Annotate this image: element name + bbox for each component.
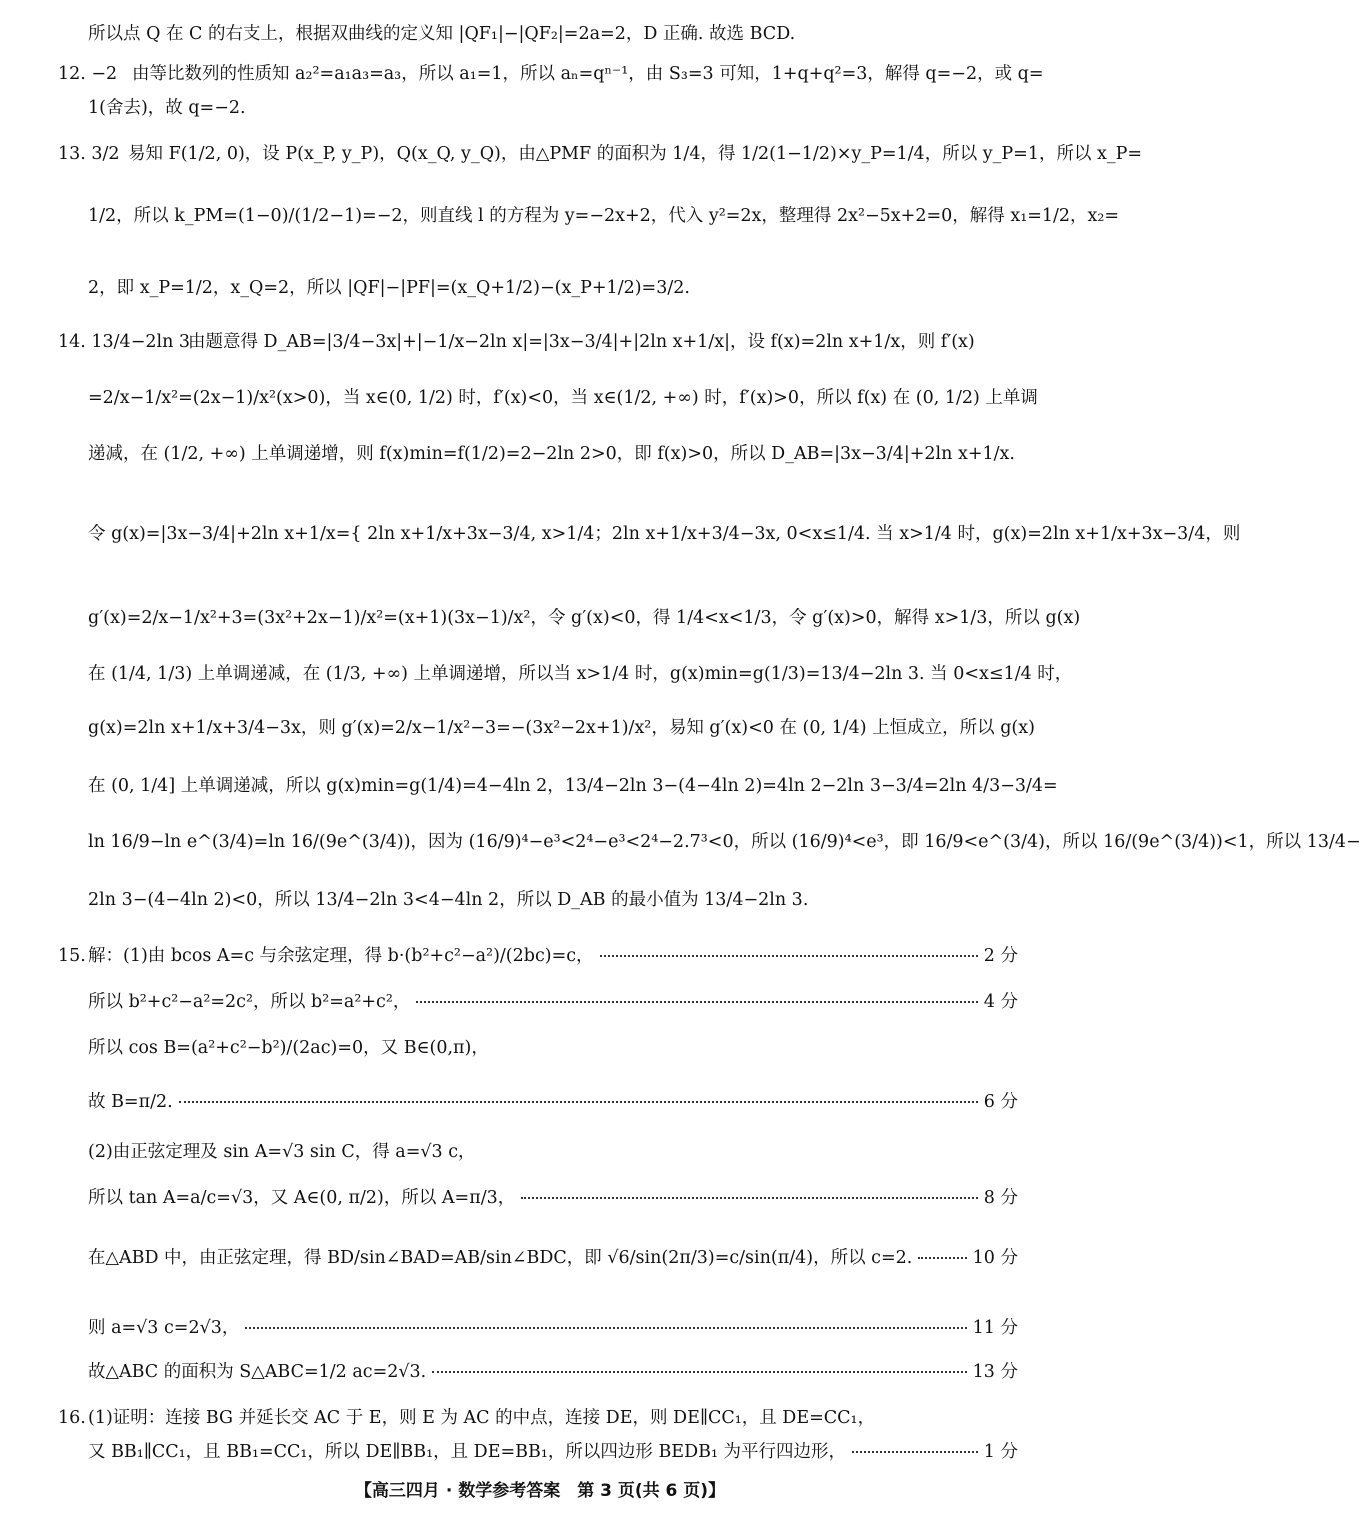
q16-line-2-score: 1 分 (983, 1442, 1018, 1462)
q15-line-8-text: 则 a=√3 c=2√3， (88, 1318, 240, 1338)
q14-line-4: 令 g(x)=|3x−3/4|+2ln x+1/x={ 2ln x+1/x+3x−3/4, x>1/4；2ln x+1/x+3/4−3x, 0<x≤1/4. 当 x>1/4 时，g(x)=2ln x+1/x+3x−3/4，则 (88, 524, 1241, 544)
q14-line-5: g′(x)=2/x−1/x²+3=(3x²+2x−1)/x²=(x+1)(3x−1)/x²，令 g′(x)<0，得 1/4<x<1/3，令 g′(x)>0，解得 x>1/3，所以 g(x) (88, 608, 1081, 628)
q15-line-8-score: 11 分 (972, 1318, 1018, 1338)
q15-line-4-text: 故 B=π/2. (88, 1092, 173, 1112)
q15-line-4-score: 6 分 (983, 1092, 1018, 1112)
q15-line-8 (88, 1316, 1018, 1340)
q15-line-2 (88, 990, 1018, 1014)
q15-line-6-score: 8 分 (983, 1188, 1018, 1208)
q15-line-2-score: 4 分 (983, 992, 1018, 1012)
q15-line-6-text: 所以 tan A=a/c=√3，又 A∈(0, π/2)，所以 A=π/3， (88, 1188, 516, 1208)
q12-line-1: 由等比数列的性质知 a₂²=a₁a₃=a₃，所以 a₁=1，所以 aₙ=qⁿ⁻¹，由 S₃=3 可知，1+q+q²=3，解得 q=−2，或 q= (132, 64, 1044, 84)
q14-line-1: 由题意得 D_AB=|3/4−3x|+|−1/x−2ln x|=|3x−3/4|+|2ln x+1/x|，设 f(x)=2ln x+1/x，则 f′(x) (188, 332, 975, 352)
q15-line-7-score: 10 分 (972, 1248, 1018, 1268)
leader-dots (416, 1001, 977, 1003)
q15-line-2-text: 所以 b²+c²−a²=2c²，所以 b²=a²+c²， (88, 992, 411, 1012)
q15-line-1-text: 解：(1)由 bcos A=c 与余弦定理，得 b·(b²+c²−a²)/(2bc)=c， (88, 946, 594, 966)
q15-line-4 (88, 1090, 1018, 1114)
q15-line-7-text: 在△ABD 中，由正弦定理，得 BD/sin∠BAD=AB/sin∠BDC，即 √6/sin(2π/3)=c/sin(π/4)，所以 c=2. (88, 1248, 913, 1268)
q14-line-3: 递减，在 (1/2, +∞) 上单调递增，则 f(x)min=f(1/2)=2−2ln 2>0，即 f(x)>0，所以 D_AB=|3x−3/4|+2ln x+1/x. (88, 444, 1015, 464)
leader-dots (179, 1101, 978, 1103)
q15-line-9-text: 故△ABC 的面积为 S△ABC=1/2 ac=2√3. (88, 1362, 427, 1382)
q14-line-7: g(x)=2ln x+1/x+3/4−3x，则 g′(x)=2/x−1/x²−3=−(3x²−2x+1)/x²，易知 g′(x)<0 在 (0, 1/4) 上恒成立，所以 g(x) (88, 718, 1035, 738)
q14-line-2: =2/x−1/x²=(2x−1)/x²(x>0)，当 x∈(0, 1/2) 时，f′(x)<0，当 x∈(1/2, +∞) 时，f′(x)>0，所以 f(x) 在 (0, 1/2) 上单调 (88, 388, 1038, 408)
q14-line-6: 在 (1/4, 1/3) 上单调递减，在 (1/3, +∞) 上单调递增，所以当 x>1/4 时，g(x)min=g(1/3)=13/4−2ln 3. 当 0<x≤1/4 时， (88, 664, 1073, 684)
q16-line-2 (88, 1440, 1018, 1464)
q15-line-9-score: 13 分 (972, 1362, 1018, 1382)
leader-dots (852, 1451, 978, 1453)
q16-number: 16. (58, 1408, 86, 1428)
leader-dots (918, 1257, 966, 1259)
q15-line-1-score: 2 分 (983, 946, 1018, 966)
leader-dots (245, 1327, 966, 1329)
q13-line-3: 2，即 x_P=1/2，x_Q=2，所以 |QF|−|PF|=(x_Q+1/2)−(x_P+1/2)=3/2. (88, 278, 690, 298)
q15-line-9 (88, 1360, 1018, 1384)
q12-line-2: 1(舍去)，故 q=−2. (88, 98, 246, 118)
leader-dots (521, 1197, 978, 1199)
top-line: 所以点 Q 在 C 的右支上，根据双曲线的定义知 |QF₁|−|QF₂|=2a=2，D 正确. 故选 BCD. (88, 24, 796, 44)
q13-line-2: 1/2，所以 k_PM=(1−0)/(1/2−1)=−2，则直线 l 的方程为 y=−2x+2，代入 y²=2x，整理得 2x²−5x+2=0，解得 x₁=1/2，x₂= (88, 206, 1120, 226)
q14-line-10: 2ln 3−(4−4ln 2)<0，所以 13/4−2ln 3<4−4ln 2，所以 D_AB 的最小值为 13/4−2ln 3. (88, 890, 809, 910)
q14-line-9: ln 16/9−ln e^(3/4)=ln 16/(9e^(3/4))，因为 (16/9)⁴−e³<2⁴−e³<2⁴−2.7³<0，所以 (16/9)⁴<e³，即 16/9<e^(3/4)，所以 16/(9e^(3/4))<1，所以 13/4− (88, 832, 1361, 852)
q16-line-2-text: 又 BB₁∥CC₁，且 BB₁=CC₁，所以 DE∥BB₁，且 DE=BB₁，所以四边形 BEDB₁ 为平行四边形， (88, 1442, 847, 1462)
q14-number: 14. 13/4−2ln 3 (58, 332, 191, 352)
q13-number: 13. 3/2 (58, 144, 120, 164)
q14-line-8: 在 (0, 1/4] 上单调递减，所以 g(x)min=g(1/4)=4−4ln 2，13/4−2ln 3−(4−4ln 2)=4ln 2−2ln 3−3/4=2ln 4/3−3/4= (88, 776, 1058, 796)
q15-line-5: (2)由正弦定理及 sin A=√3 sin C，得 a=√3 c， (88, 1142, 476, 1162)
leader-dots (600, 955, 978, 957)
q16-line-1: (1)证明：连接 BG 并延长交 AC 于 E，则 E 为 AC 的中点，连接 DE，则 DE∥CC₁，且 DE=CC₁， (88, 1408, 876, 1428)
q12-number: 12. −2 (58, 64, 118, 84)
q15-line-7 (88, 1246, 1018, 1270)
q15-line-1 (88, 944, 1018, 968)
q13-line-1: 易知 F(1/2, 0)，设 P(x_P, y_P)，Q(x_Q, y_Q)，由△PMF 的面积为 1/4，得 1/2(1−1/2)×y_P=1/4，所以 y_P=1，所以 x_P= (128, 144, 1143, 164)
q15-line-6 (88, 1186, 1018, 1210)
q15-line-3: 所以 cos B=(a²+c²−b²)/(2ac)=0，又 B∈(0,π)， (88, 1038, 489, 1058)
page-footer: 【高三四月 · 数学参考答案 第 3 页(共 6 页)】 (354, 1481, 726, 1501)
leader-dots (432, 1371, 966, 1373)
q15-number: 15. (58, 946, 86, 966)
